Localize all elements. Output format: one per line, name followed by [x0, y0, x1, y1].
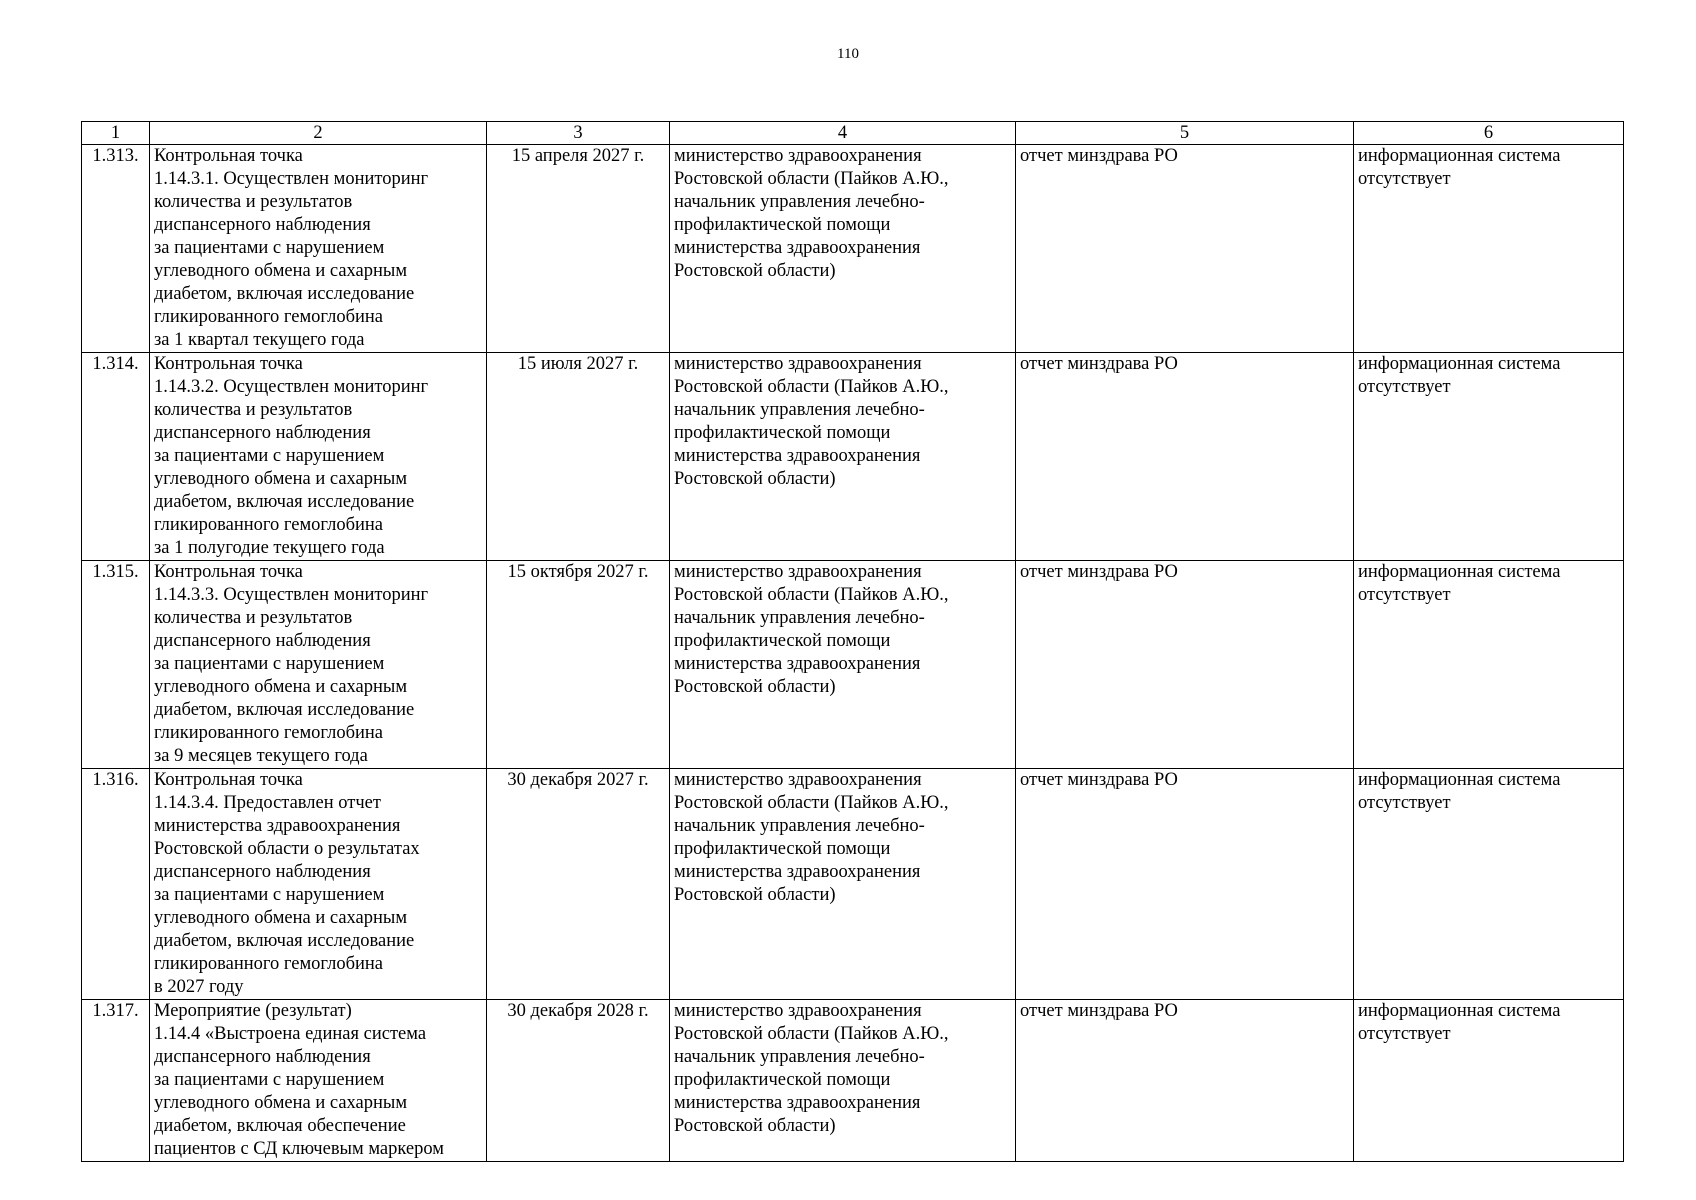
measure-name-line: за пациентами с нарушением: [154, 654, 385, 674]
document-cell: [1016, 145, 1354, 353]
measure-name-line: Контрольная точка: [154, 562, 303, 582]
measure-name-cell: [150, 353, 487, 561]
responsible-cell: [670, 1000, 1016, 1162]
document-text: отчет минздрава РО: [1020, 354, 1178, 374]
measure-name-line: диабетом, включая исследование: [154, 492, 415, 512]
responsible-line: Ростовской области): [674, 261, 836, 281]
measure-name-line: за пациентами с нарушением: [154, 1070, 385, 1090]
responsible-line: начальник управления лечебно-: [674, 400, 925, 420]
responsible-line: министерство здравоохранения: [674, 354, 922, 374]
measure-name-line: 1.14.3.2. Осуществлен мониторинг: [154, 377, 429, 397]
responsible-cell: [670, 561, 1016, 769]
row-number: 1.314.: [92, 354, 139, 374]
table-row: [82, 1000, 1624, 1162]
measure-name-line: пациентов с СД ключевым маркером: [154, 1139, 444, 1159]
measure-name-line: углеводного обмена и сахарным: [154, 908, 408, 928]
responsible-line: министерства здравоохранения: [674, 862, 921, 882]
information-system-line: отсутствует: [1358, 793, 1451, 813]
measure-name-line: диспансерного наблюдения: [154, 862, 371, 882]
measure-name-line: углеводного обмена и сахарным: [154, 677, 408, 697]
responsible-line: Ростовской области): [674, 469, 836, 489]
measure-name-line: гликированного гемоглобина: [154, 307, 383, 327]
measure-name-line: за 9 месяцев текущего года: [154, 746, 368, 766]
responsible-line: Ростовской области (Пайков А.Ю.,: [674, 377, 949, 397]
deadline-cell: [487, 769, 670, 1000]
responsible-line: профилактической помощи: [674, 631, 891, 651]
responsible-line: министерства здравоохранения: [674, 238, 921, 258]
information-system-cell: [1354, 145, 1624, 353]
information-system-line: информационная система: [1358, 562, 1561, 582]
row-number: 1.315.: [92, 562, 139, 582]
responsible-line: Ростовской области (Пайков А.Ю.,: [674, 793, 949, 813]
responsible-line: министерства здравоохранения: [674, 654, 921, 674]
information-system-line: отсутствует: [1358, 169, 1451, 189]
responsible-line: Ростовской области): [674, 885, 836, 905]
deadline-date: 15 июля 2027 г.: [517, 354, 639, 374]
responsible-line: Ростовской области (Пайков А.Ю.,: [674, 1024, 949, 1044]
measure-name-line: Ростовской области о результатах: [154, 839, 420, 859]
responsible-line: министерство здравоохранения: [674, 770, 922, 790]
column-header: 6: [1354, 122, 1624, 145]
information-system-line: информационная система: [1358, 1001, 1561, 1021]
document-cell: [1016, 1000, 1354, 1162]
row-number: 1.313.: [92, 146, 139, 166]
responsible-cell: [670, 769, 1016, 1000]
table-row: [82, 353, 1624, 561]
deadline-date: 30 декабря 2027 г.: [507, 770, 649, 790]
information-system-line: отсутствует: [1358, 1024, 1451, 1044]
measure-name-line: диспансерного наблюдения: [154, 1047, 371, 1067]
measure-name-line: углеводного обмена и сахарным: [154, 261, 408, 281]
deadline-date: 15 октября 2027 г.: [507, 562, 649, 582]
measure-name-line: диспансерного наблюдения: [154, 423, 371, 443]
information-system-cell: [1354, 769, 1624, 1000]
information-system-line: отсутствует: [1358, 585, 1451, 605]
responsible-line: начальник управления лечебно-: [674, 816, 925, 836]
measure-name-line: в 2027 году: [154, 977, 244, 997]
measure-name-line: диспансерного наблюдения: [154, 631, 371, 651]
deadline-cell: [487, 1000, 670, 1162]
measure-name-line: за 1 квартал текущего года: [154, 330, 365, 350]
responsible-line: профилактической помощи: [674, 1070, 891, 1090]
measure-name-line: Мероприятие (результат): [154, 1001, 352, 1021]
document-text: отчет минздрава РО: [1020, 1001, 1178, 1021]
document-cell: [1016, 561, 1354, 769]
document-text: отчет минздрава РО: [1020, 770, 1178, 790]
document-cell: [1016, 353, 1354, 561]
measure-name-line: углеводного обмена и сахарным: [154, 1093, 408, 1113]
row-number: 1.316.: [92, 770, 139, 790]
row-number-cell: [82, 1000, 150, 1162]
responsible-line: Ростовской области (Пайков А.Ю.,: [674, 169, 949, 189]
table-row: [82, 145, 1624, 353]
document-text: отчет минздрава РО: [1020, 146, 1178, 166]
measure-name-line: 1.14.3.1. Осуществлен мониторинг: [154, 169, 429, 189]
measure-name-line: за пациентами с нарушением: [154, 446, 385, 466]
page-number: 110: [837, 46, 859, 62]
deadline-date: 15 апреля 2027 г.: [511, 146, 645, 166]
measure-name-line: министерства здравоохранения: [154, 816, 401, 836]
document-cell: [1016, 769, 1354, 1000]
measure-name-line: 1.14.3.4. Предоставлен отчет: [154, 793, 381, 813]
row-number-cell: [82, 145, 150, 353]
measure-name-line: диабетом, включая обеспечение: [154, 1116, 406, 1136]
responsible-line: начальник управления лечебно-: [674, 1047, 925, 1067]
column-header: 1: [82, 122, 150, 145]
row-number-cell: [82, 561, 150, 769]
responsible-line: начальник управления лечебно-: [674, 192, 925, 212]
measure-name-line: 1.14.4 «Выстроена единая система: [154, 1024, 427, 1044]
measure-name-line: гликированного гемоглобина: [154, 515, 383, 535]
measure-name-line: диабетом, включая исследование: [154, 284, 415, 304]
measure-name-line: Контрольная точка: [154, 146, 303, 166]
responsible-line: министерство здравоохранения: [674, 562, 922, 582]
responsible-line: Ростовской области): [674, 677, 836, 697]
responsible-line: министерство здравоохранения: [674, 146, 922, 166]
measure-name-cell: [150, 769, 487, 1000]
measure-name-line: гликированного гемоглобина: [154, 723, 383, 743]
measure-name-line: количества и результатов: [154, 192, 353, 212]
information-system-line: информационная система: [1358, 354, 1561, 374]
responsible-line: Ростовской области): [674, 1116, 836, 1136]
responsible-cell: [670, 353, 1016, 561]
column-header: 5: [1016, 122, 1354, 145]
measure-name-line: за 1 полугодие текущего года: [154, 538, 385, 558]
table-row: [82, 561, 1624, 769]
measure-name-line: Контрольная точка: [154, 354, 303, 374]
table-row: [82, 769, 1624, 1000]
responsible-line: министерства здравоохранения: [674, 1093, 921, 1113]
measure-name-line: за пациентами с нарушением: [154, 885, 385, 905]
measure-name-line: за пациентами с нарушением: [154, 238, 385, 258]
deadline-date: 30 декабря 2028 г.: [507, 1001, 649, 1021]
responsible-line: профилактической помощи: [674, 423, 891, 443]
column-header: 2: [150, 122, 487, 145]
measure-name-line: Контрольная точка: [154, 770, 303, 790]
measure-name-line: количества и результатов: [154, 400, 353, 420]
measure-name-line: диабетом, включая исследование: [154, 700, 415, 720]
responsible-line: начальник управления лечебно-: [674, 608, 925, 628]
measure-name-cell: [150, 1000, 487, 1162]
measure-name-line: 1.14.3.3. Осуществлен мониторинг: [154, 585, 429, 605]
deadline-cell: [487, 561, 670, 769]
responsible-cell: [670, 145, 1016, 353]
responsible-line: профилактической помощи: [674, 839, 891, 859]
measures-table: [81, 121, 1624, 1162]
information-system-cell: [1354, 353, 1624, 561]
deadline-cell: [487, 353, 670, 561]
responsible-line: Ростовской области (Пайков А.Ю.,: [674, 585, 949, 605]
measure-name-line: диспансерного наблюдения: [154, 215, 371, 235]
information-system-cell: [1354, 561, 1624, 769]
measure-name-line: количества и результатов: [154, 608, 353, 628]
column-header: 3: [487, 122, 670, 145]
responsible-line: министерства здравоохранения: [674, 446, 921, 466]
measure-name-line: углеводного обмена и сахарным: [154, 469, 408, 489]
row-number: 1.317.: [92, 1001, 139, 1021]
information-system-line: отсутствует: [1358, 377, 1451, 397]
information-system-line: информационная система: [1358, 770, 1561, 790]
measure-name-cell: [150, 145, 487, 353]
responsible-line: министерство здравоохранения: [674, 1001, 922, 1021]
responsible-line: профилактической помощи: [674, 215, 891, 235]
information-system-line: информационная система: [1358, 146, 1561, 166]
deadline-cell: [487, 145, 670, 353]
document-text: отчет минздрава РО: [1020, 562, 1178, 582]
column-header: 4: [670, 122, 1016, 145]
measure-name-line: диабетом, включая исследование: [154, 931, 415, 951]
measure-name-line: гликированного гемоглобина: [154, 954, 383, 974]
row-number-cell: [82, 769, 150, 1000]
information-system-cell: [1354, 1000, 1624, 1162]
measure-name-cell: [150, 561, 487, 769]
header-row: [82, 122, 1624, 145]
row-number-cell: [82, 353, 150, 561]
